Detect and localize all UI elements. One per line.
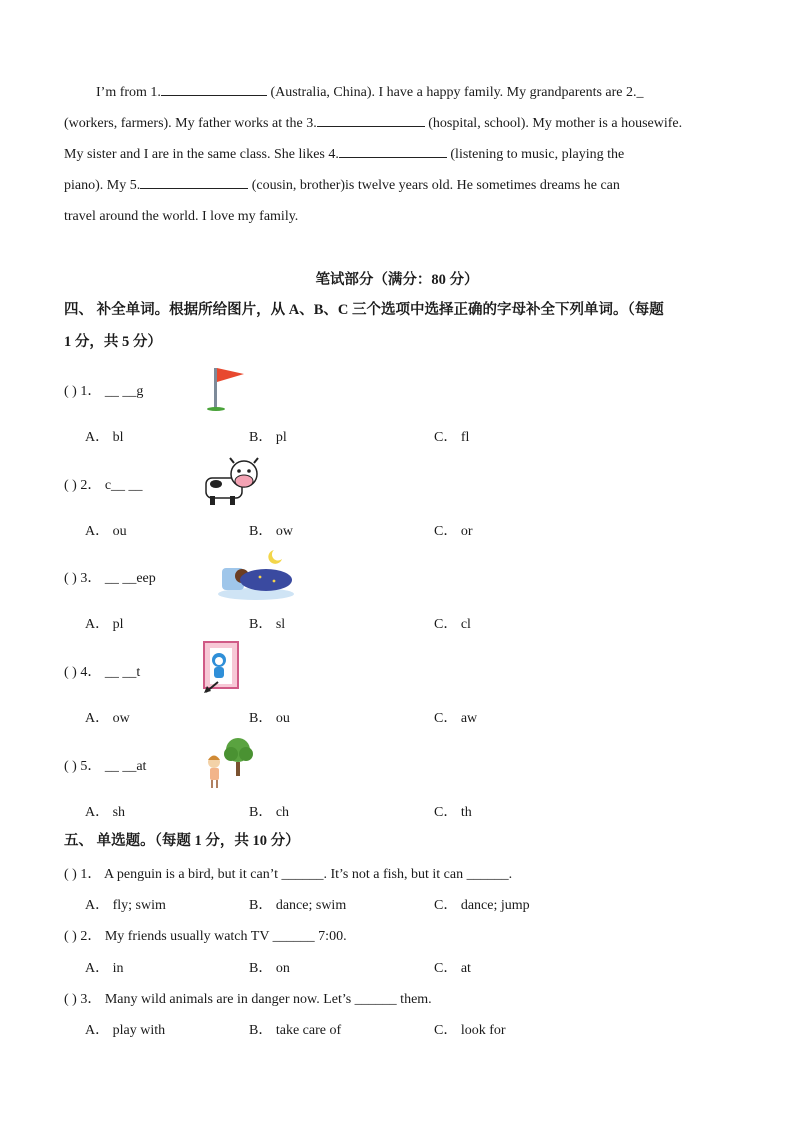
s4-question-1[interactable]: ( ) 1． __ __g [64, 384, 144, 399]
option-b[interactable]: B． pl [249, 430, 287, 445]
option-a[interactable]: A． play with [85, 1023, 166, 1038]
passage-text: (listening to music, playing the [446, 147, 625, 162]
option-a[interactable]: A． ou [85, 524, 127, 539]
option-c[interactable]: C． aw [434, 711, 478, 726]
option-c[interactable]: C． look for [434, 1023, 506, 1038]
option-b[interactable]: B． on [249, 961, 290, 976]
cow-icon [202, 456, 260, 508]
sleeping-child-icon [216, 546, 298, 602]
option-b[interactable]: B． sl [249, 617, 286, 632]
option-a[interactable]: A． bl [85, 430, 124, 445]
girl-tree-icon [202, 732, 264, 790]
passage-text: piano). My 5. [64, 178, 141, 193]
passage-text: (cousin, brother)is twelve years old. He sometimes dreams he can [248, 178, 620, 193]
passage-line-3 [64, 139, 730, 170]
option-a[interactable]: A． sh [85, 805, 126, 820]
option-c[interactable]: C． or [434, 524, 473, 539]
option-b[interactable]: B． ow [249, 524, 293, 539]
flag-icon [206, 364, 248, 412]
passage-text: My sister and I are in the same class. She likes 4. [64, 147, 339, 162]
passage-text: (Australia, China). I have a happy family. My grandparents are 2._ [266, 85, 644, 100]
option-b[interactable]: B． dance; swim [249, 898, 347, 913]
passage-line-4 [64, 170, 730, 201]
option-b[interactable]: B． take care of [249, 1023, 342, 1038]
section-4-heading-line-1: 四、 补全单词。根据所给图片，从 A、B、C 三个选项中选择正确的字母补全下列单词。（每题 [64, 302, 664, 318]
option-a[interactable]: A． ow [85, 711, 130, 726]
s4-question-2[interactable]: ( ) 2． c__ __ [64, 478, 143, 493]
blank-1[interactable] [161, 81, 267, 96]
s5-question-2[interactable]: ( ) 2． My friends usually watch TV ______ 7:00. [64, 929, 347, 944]
blank-5[interactable] [140, 174, 248, 189]
passage-text: (hospital, school). My mother is a housewife. [424, 116, 683, 131]
option-a[interactable]: A． pl [85, 617, 124, 632]
option-b[interactable]: B． ou [249, 711, 290, 726]
blank-3[interactable] [317, 112, 425, 127]
option-c[interactable]: C． dance; jump [434, 898, 530, 913]
section-4-heading [64, 294, 744, 358]
section-5-heading: 五、 单选题。（每题 1 分，共 10 分） [64, 833, 300, 849]
written-part-title: 笔试部分（满分：80 分） [315, 272, 479, 288]
passage-line-1 [64, 77, 730, 108]
option-c[interactable]: C． at [434, 961, 471, 976]
option-c[interactable]: C． fl [434, 430, 470, 445]
s4-question-3[interactable]: ( ) 3． __ __eep [64, 571, 156, 586]
passage-text: I’m from 1. [96, 85, 161, 100]
passage-line-2 [64, 108, 730, 139]
option-c[interactable]: C． th [434, 805, 472, 820]
option-b[interactable]: B． ch [249, 805, 290, 820]
option-a[interactable]: A． fly; swim [85, 898, 166, 913]
section-4-heading-line-2: 1 分，共 5 分） [64, 334, 162, 350]
door-exit-icon [198, 640, 244, 694]
blank-4[interactable] [339, 143, 447, 158]
passage-text: (workers, farmers). My father works at the 3. [64, 116, 317, 131]
option-c[interactable]: C． cl [434, 617, 471, 632]
option-a[interactable]: A． in [85, 961, 124, 976]
reading-passage [64, 77, 730, 232]
s5-question-3[interactable]: ( ) 3． Many wild animals are in danger now. Let’s ______ them. [64, 992, 432, 1007]
s4-question-4[interactable]: ( ) 4． __ __t [64, 665, 141, 680]
s4-question-5[interactable]: ( ) 5． __ __at [64, 759, 147, 774]
passage-line-5: travel around the world. I love my family. [64, 209, 299, 224]
s5-question-1[interactable]: ( ) 1． A penguin is a bird, but it can’t ______. It’s not a fish, but it can ______. [64, 867, 513, 882]
